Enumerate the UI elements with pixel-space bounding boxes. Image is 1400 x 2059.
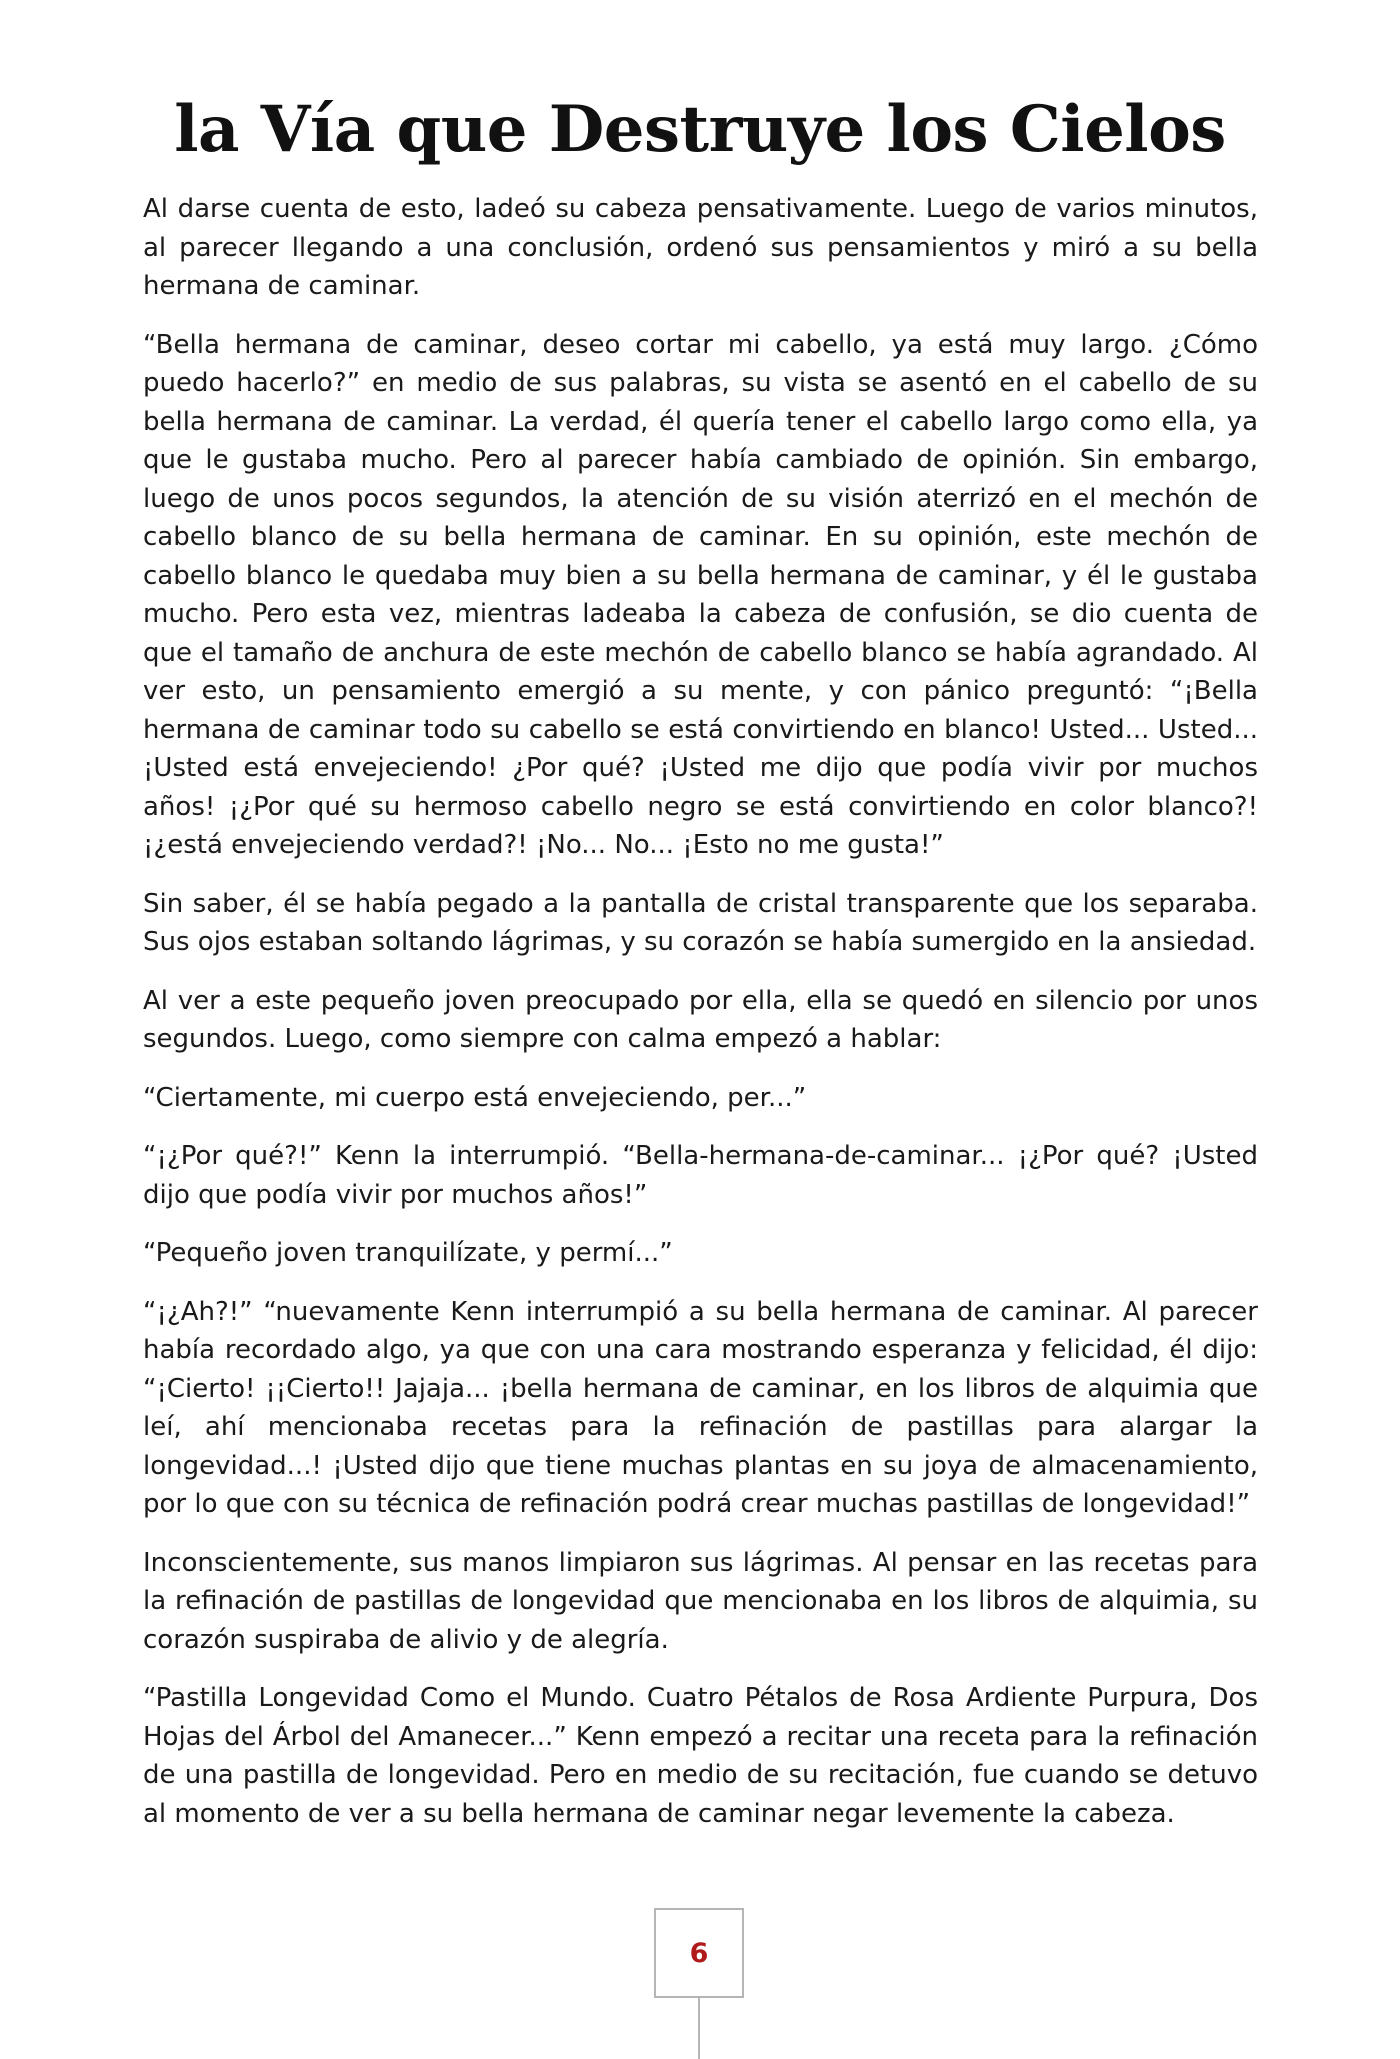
body-text [143,190,1258,1853]
paragraph-8: “¡¿Ah?!” “nuevamente Kenn interrumpió a su bella hermana de caminar. Al parecer había recordado algo, ya que con una cara mostrando esperanza y felicidad, él dijo: “¡Cierto! ¡¡Cierto!! Jajaja... ¡bella hermana de caminar, en los libros de alquimia que leí, ahí mencionaba recetas para la refinación de pastillas para alargar la longevidad...! ¡Usted dijo que tiene muchas plantas en su joya de almacenamiento, por lo que con su técnica de refinación podrá crear muchas pastillas de longevidad!” [143,1296,1258,1519]
paragraph-3: Sin saber, él se había pegado a la pantalla de cristal transparente que los separaba. Sus ojos estaban soltando lágrimas, y su corazón se había sumergido en la ansiedad. [143,888,1258,957]
page-title: la Vía que Destruye los Cielos [174,91,1226,167]
page-number-box [654,1908,744,1998]
paragraph-7: “Pequeño joven tranquilízate, y permí...” [143,1238,673,1268]
paragraph-5: “Ciertamente, mi cuerpo está envejeciendo, per...” [143,1082,807,1113]
page-number-stem [698,1998,700,2059]
paragraph-1: Al darse cuenta de esto, ladeó su cabeza pensativamente. Luego de varios minutos, al parecer llegando a una conclusión, ordenó sus pensamientos y miró a su bella hermana de caminar. [143,194,1258,301]
paragraph-4: Al ver a este pequeño joven preocupado por ella, ella se quedó en silencio por unos segundos. Luego, como siempre con calma empezó a hablar: [143,985,1258,1054]
paragraph-6: “¡¿Por qué?!” Kenn la interrumpió. “Bella-hermana-de-caminar... ¡¿Por qué? ¡Usted dijo que podía vivir por muchos años!” [143,1141,1258,1210]
paragraph-10: “Pastilla Longevidad Como el Mundo. Cuatro Pétalos de Rosa Ardiente Purpura, Dos Hojas del Árbol del Amanecer...” Kenn empezó a recitar una receta para la refinación de una pastilla de longevidad. Pero en medio de su recitación, fue cuando se detuvo al momento de ver a su bella hermana de caminar negar levemente la cabeza. [143,1683,1258,1829]
paragraph-2: “Bella hermana de caminar, deseo cortar mi cabello, ya está muy largo. ¿Cómo puedo hacerlo?” en medio de sus palabras, su vista se asentó en el cabello de su bella hermana de caminar. La verdad, él quería tener el cabello largo como ella, ya que le gustaba mucho. Pero al parecer había cambiado de opinión. Sin embargo, luego de unos pocos segundos, la atención de su visión aterrizó en el mechón de cabello blanco de su bella hermana de caminar. En su opinión, este mechón de cabello blanco le quedaba muy bien a su bella hermana de caminar, y él le gustaba mucho. Pero esta vez, mientras ladeaba la cabeza de confusión, se dio cuenta de que el tamaño de anchura de este mechón de cabello blanco se había agrandado. Al ver esto, un pensamiento emergió a su mente, y con pánico preguntó: “¡Bella hermana de caminar todo su cabello se está convirtiendo en blanco! Usted... Usted... ¡Usted está envejeciendo! ¿Por qué? ¡Usted me dijo que podía vivir por muchos años! ¡¿Por qué su hermoso cabello negro se está convirtiendo en color blanco?! ¡¿está envejeciendo verdad?! ¡No... No... ¡Esto no me gusta!” [143,329,1258,860]
paragraph-9: Inconscientemente, sus manos limpiaron sus lágrimas. Al pensar en las recetas para la refinación de pastillas de longevidad que mencionaba en los libros de alquimia, su corazón suspiraba de alivio y de alegría. [143,1547,1258,1655]
page-number: 6 [689,1937,709,1969]
